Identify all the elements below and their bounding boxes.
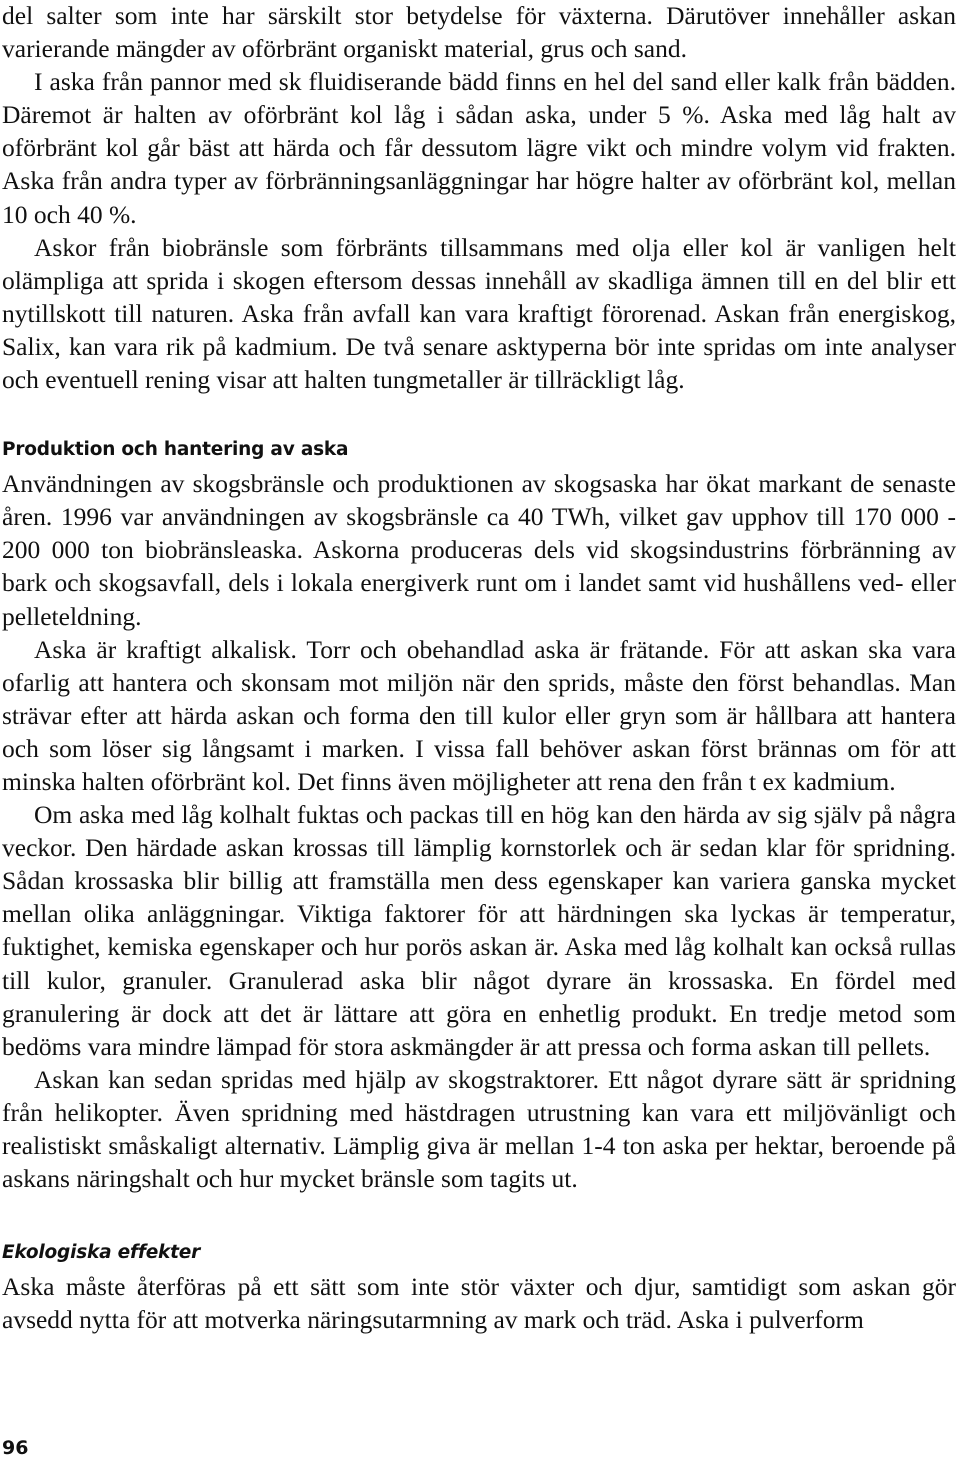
- body-paragraph: Aska måste återföras på ett sätt som inte stör växter och djur, samtidigt som askan gör avsedd nytta för att motverka näringsutarmning av mark och träd. Aska i pulverform: [2, 1272, 956, 1335]
- body-paragraph: Om aska med låg kolhalt fuktas och packas till en hög kan den härda av sig själv på några veckor. Den härdade askan krossas till lämplig kornstorlek och är sedan klar för spridning. Sådan krossaska blir billig att framställa men dess egenskaper kan variera ganska mycket mellan olika anläggningar. Viktiga faktorer för att härdningen ska lyckas är temperatur, fuktighet, kemiska egenskaper och hur porös askan är. Aska med låg kolhalt kan också rullas till kulor, granuler. Granulerad aska blir något dyrare än krossaska. En fördel med granulering är dock att det är lättare att göra en enhetlig produkt. En tredje metod som bedöms vara mindre lämpad för stora askmängder är att pressa och forma askan till pellets.: [2, 800, 956, 1061]
- page-number: 96: [2, 1437, 29, 1459]
- body-paragraph: Askor från biobränsle som förbränts tillsammans med olja eller kol är vanligen helt olämpliga att sprida i skogen eftersom dessas innehåll av skadliga ämnen till en del blir ett nytillskott till naturen. Aska från avfall kan vara kraftigt förorenad. Askan från energiskog, Salix, kan vara rik på kadmium. De två senare asktyperna bör inte spridas om inte analyser och eventuell rening visar att halten tungmetaller är tillräckligt låg.: [2, 232, 956, 395]
- body-paragraph: I aska från pannor med sk fluidiserande bädd finns en hel del sand eller kalk från bädden. Däremot är halten av oförbränt kol låg i sådan aska, under 5 %. Aska med låg halt av oförbränt kol går bäst att härda och får dessutom lägre vikt och mindre volym vid frakten. Aska från andra typer av förbränningsanläggningar har högre halter av oförbränt kol, mellan 10 och 40 %.: [2, 67, 956, 229]
- section-heading-produktion: Produktion och hantering av aska: [2, 439, 349, 461]
- body-paragraph: Aska är kraftigt alkalisk. Torr och obehandlad aska är frätande. För att askan ska vara ofarlig att hantera och skonsam mot miljön när den sprids, måste den först behandlas. Man strävar efter att härda askan och forma den till kulor eller gryn som är hållbara att hantera och som löser sig långsamt i marken. I vissa fall behöver askan först brännas om för att minska halten oförbränt kol. Det finns även möjligheter att rena den från t ex kadmium.: [2, 634, 956, 796]
- body-paragraph: Användningen av skogsbränsle och produktionen av skogsaska har ökat markant de senaste åren. 1996 var användningen av skogsbränsle ca 40 TWh, vilket gav upphov till 170 000 - 200 000 ton biobränsleaska. Askorna produceras dels vid skogsindustrins förbränning av bark och skogsavfall, dels i lokala energiverk runt om i landet samt vid hushållens ved- eller pelleteldning.: [2, 469, 956, 631]
- section-heading-ekologiska: Ekologiska effekter: [2, 1242, 201, 1264]
- body-paragraph: Askan kan sedan spridas med hjälp av skogstraktorer. Ett något dyrare sätt är spridning från helikopter. Även spridning med hästdragen utrustning kan vara ett miljövänligt och realistiskt småskaligt alternativ. Lämplig giva är mellan 1-4 ton aska per hektar, beroende på askans näringshalt och hur mycket bränsle som tagits ut.: [2, 1064, 956, 1194]
- body-paragraph: del salter som inte har särskilt stor betydelse för växterna. Därutöver innehåller askan varierande mängder av oförbränt organiskt material, grus och sand.: [2, 1, 956, 64]
